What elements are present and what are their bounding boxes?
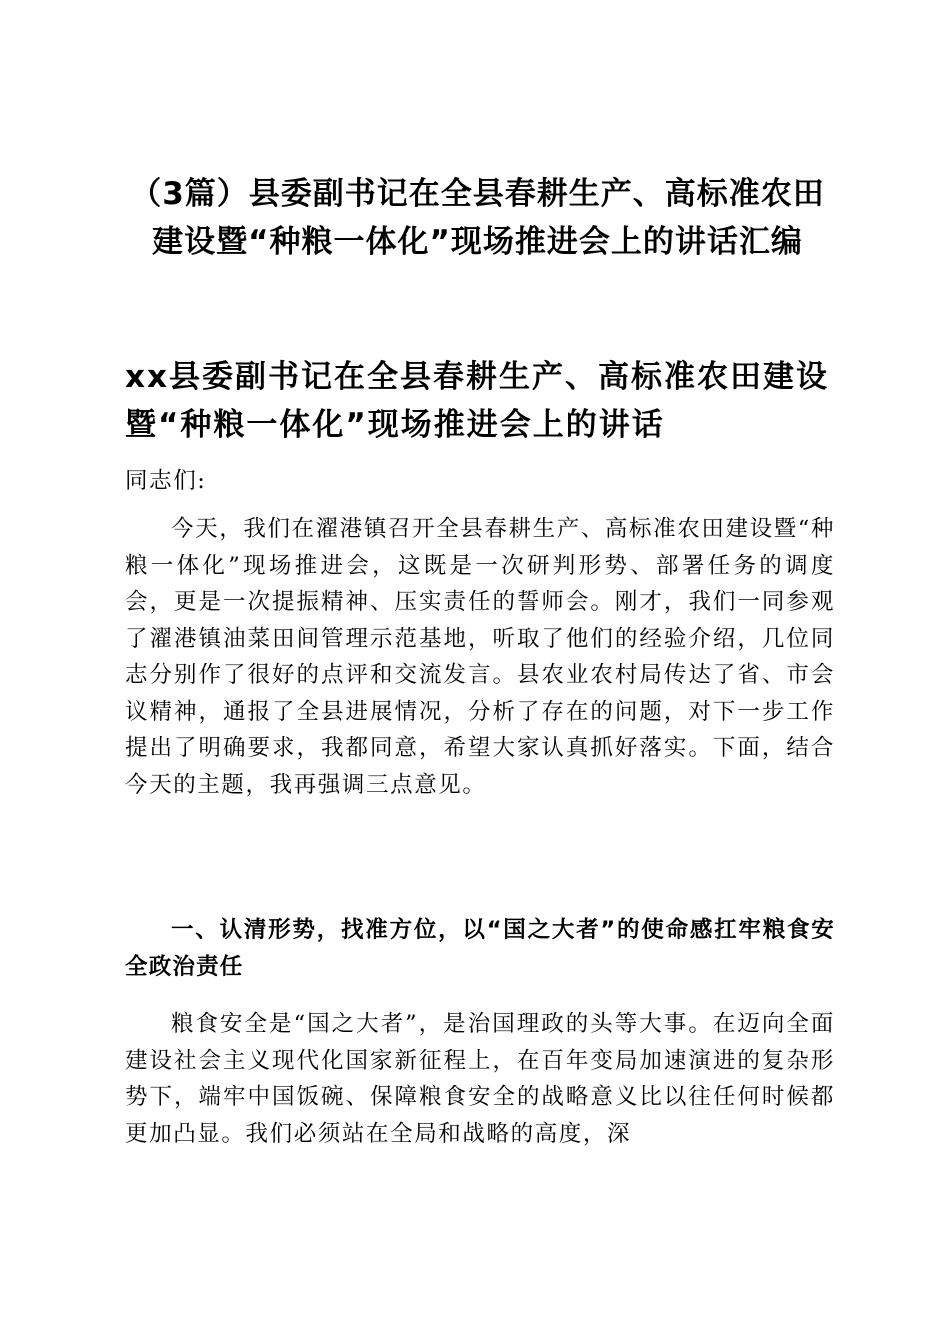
- section-heading: 一、认清形势，找准方位，以“国之大者”的使命感扛牢粮食安全政治责任: [125, 917, 835, 980]
- body-paragraph: 粮食安全是“国之大者”，是治国理政的头等大事。在迈向全面建设社会主义现代化国家新征程上，在百年变局加速演进的复杂形势下，端牢中国饭碗、保障粮食安全的战略意义比以往任何时候都更加凸显。我们必须站在全局和战略的高度，深: [125, 1011, 835, 1147]
- speech-title: xx县委副书记在全县春耕生产、高标准农田建设暨“种粮一体化”现场推进会上的讲话: [125, 359, 829, 443]
- body-paragraph: 今天，我们在濯港镇召开全县春耕生产、高标准农田建设暨“种粮一体化”现场推进会，这既是一次研判形势、部署任务的调度会，更是一次提振精神、压实责任的誓师会。刚才，我们一同参观了濯港镇油菜田间管理示范基地，听取了他们的经验介绍，几位同志分别作了很好的点评和交流发言。县农业农村局传达了省、市会议精神，通报了全县进展情况，分析了存在的问题，对下一步工作提出了明确要求，我都同意，希望大家认真抓好落实。下面，结合今天的主题，我再强调三点意见。: [125, 516, 835, 798]
- document-title: （3篇）县委副书记在全县春耕生产、高标准农田建设暨“种粮一体化”现场推进会上的讲话汇编: [130, 176, 825, 260]
- salutation: 同志们:: [125, 468, 207, 494]
